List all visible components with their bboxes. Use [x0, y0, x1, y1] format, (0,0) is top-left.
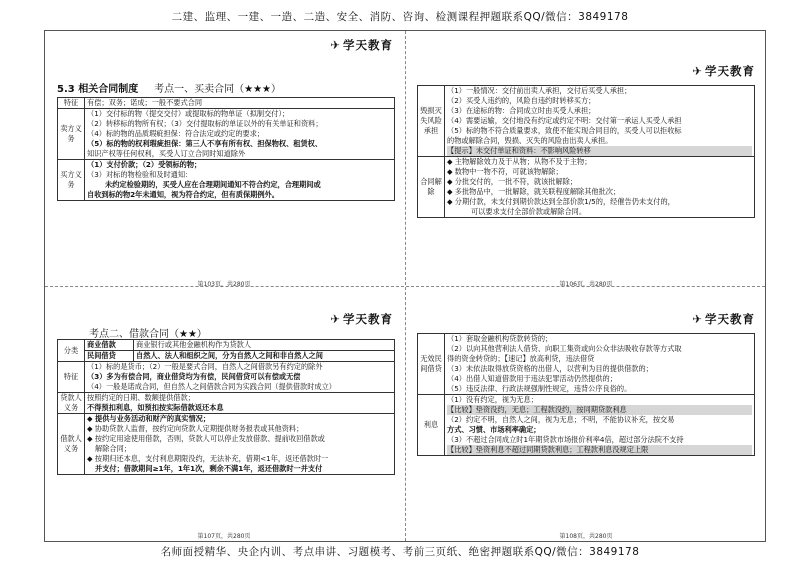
page-number: 第106页，共280页 — [559, 281, 613, 288]
cell-line: 按照约定的日期、数额提供借款； — [87, 393, 195, 402]
cell-line: 得的资金转贷的；【速记】放高利贷，违法借贷 — [447, 354, 595, 363]
cell-line: （2）约定不明，自然人之间，视为无息；不明，不能协议补充，按交易 — [447, 415, 675, 424]
panel-lending-interest — [411, 289, 761, 539]
cell-line: ◆ 多批物品中，一批解除，就关联程度解除其他批次； — [447, 187, 621, 196]
row-label: 合同解除 — [418, 157, 445, 218]
cell-line: （1）标的是货币；（2）一般是要式合同，自然人之间借款另有约定的除外 — [87, 362, 323, 371]
logo-mark-icon: ✈ — [692, 312, 703, 326]
logo-text: 学天教育 — [343, 38, 393, 52]
table-row — [58, 393, 395, 414]
row-label: 特征 — [58, 98, 85, 109]
cell-line: （3）对标的物检验和及时通知： — [87, 170, 193, 179]
page-number: 第103页，共280页 — [197, 281, 251, 288]
brand-logo — [692, 311, 755, 327]
cell-line: ◆ 提供与业务活动和财产的真实情况； — [87, 414, 211, 423]
cell-line: 有偿；双务；诺成；一般不要式合同 — [87, 98, 203, 107]
cell-line: 自收到标的物2年未通知，视为符合约定，但有质保期例外。 — [87, 190, 279, 199]
cell-line: （1）没有约定，视为无息； — [447, 395, 538, 404]
table-row — [58, 414, 395, 475]
row-label: 无效民间借贷 — [418, 334, 445, 395]
logo-text: 学天教育 — [705, 64, 755, 78]
risk-termination-table — [417, 85, 755, 218]
cell-line: （3）未依法取得放贷资格的出借人，以营利为目的提供借款的； — [447, 364, 653, 373]
row-label: 分类 — [58, 340, 85, 362]
table-row — [58, 351, 395, 362]
cell-line: 并支付；借款期间≥1年，1年1次，剩余不满1年，返还借款时一并支付 — [95, 464, 323, 473]
panel-sales-contract — [49, 33, 399, 288]
row-label: 毁损灭失风险承担 — [418, 86, 445, 157]
cell-line: 不得预扣利息，如预扣按实际借款返还本息 — [87, 403, 224, 412]
row-label: 买方义务 — [58, 160, 85, 201]
cell-line: 知识产权等任何权利，买受人订立合同时知道除外 — [87, 149, 246, 158]
logo-text: 学天教育 — [705, 312, 755, 326]
cell-line: （4）标的物的品质瑕疵担保：符合法定或约定的要求； — [87, 129, 265, 138]
table-row — [58, 362, 395, 393]
page-number: 第108页，共280页 — [559, 533, 613, 540]
page-number: 第107页，共280页 — [197, 533, 251, 540]
class-name: 民间借贷 — [85, 351, 134, 362]
logo-mark-icon: ✈ — [692, 64, 703, 78]
brand-logo — [330, 37, 393, 53]
table-row — [58, 160, 395, 201]
table-row — [418, 86, 755, 157]
table-row — [418, 395, 755, 456]
section-title: 5.3 相关合同制度 考点一、买卖合同（★★★） — [57, 84, 282, 95]
cell-line: ◆ 分批交付的，一批不符，就该批解除； — [447, 177, 578, 186]
row-label: 利息 — [418, 395, 445, 456]
cell-line: （1）交付标的物（提交交付）或提取标的物单证（拟制交付）； — [87, 109, 290, 118]
topic-title: 考点二、借款合同（★★） — [89, 329, 207, 340]
sales-contract-table — [57, 97, 395, 201]
cell-line: 【比较】垫资没约，无息；工程款没约，按同期贷款利息 — [447, 405, 752, 415]
class-name: 商业借款 — [85, 340, 134, 351]
row-label: 借款人义务 — [58, 414, 85, 475]
cell-line: （4）需要运输，交付地没有约定或约定不明：交付第一承运人买受人承担 — [447, 116, 682, 125]
class-desc: 自然人、法人和组织之间，分为自然人之间和非自然人之间 — [134, 351, 395, 362]
page-footer: 名师面授精华、央企内训、考点串讲、习题模考、考前三页纸、绝密押题联系QQ/微信：3849178 — [160, 546, 640, 558]
lending-interest-table — [417, 333, 755, 456]
brand-logo — [692, 63, 755, 79]
cell-line: ◆ 分期付款，未支付到期价款达到全部价款1/5的，经催告仍未支付的， — [447, 197, 675, 206]
cell-line: （5）违反法律、行政法规强制性规定，违背公序良俗的。 — [447, 384, 632, 393]
cell-line: 【提示】未交付单证和资料：不影响风险转移 — [447, 146, 752, 156]
cell-line: （2）以向其他营利法人借贷、向职工集资或向公众非法吸收存款等方式取 — [447, 344, 682, 353]
cell-line: （3）在途标的物：合同成立时由买受人承担； — [447, 106, 596, 115]
cell-line: （2）转移标的物所有权；（3）交付提取标的单证以外的有关单证和资料； — [87, 119, 323, 128]
cell-line: （2）买受人违约的，风险自违约时转移买方； — [447, 96, 596, 105]
table-row — [418, 157, 755, 218]
cell-line: ◆ 数物中一物不符，可就该物解除； — [447, 167, 563, 176]
cell-line: 未约定检验期的，买受人应在合理期间通知不符合约定，合理期间或 — [105, 180, 321, 189]
brand-logo — [330, 311, 393, 327]
cell-line: （1）套取金融机构贷款转贷的； — [447, 334, 553, 343]
cell-line: （3）多为有偿合同，商业借贷均为有偿，民间借贷可以有偿或无偿 — [87, 372, 301, 381]
cell-line: （1）一般情况：交付前出卖人承担，交付后买受人承担； — [447, 86, 632, 95]
cell-line: （1）支付价款；（2）受领标的物； — [87, 160, 202, 169]
handout-sheet — [44, 30, 766, 542]
cell-line: ◆ 按期归还本息，支付利息期限没约，无法补充，借期<1年，返还借款时一 — [87, 454, 329, 463]
panel-risk-and-termination — [411, 33, 761, 288]
logo-mark-icon: ✈ — [330, 312, 341, 326]
cell-line: 解除合同； — [95, 444, 131, 453]
cell-line: 的物或解除合同，毁损、灭失的风险由出卖人承担。 — [447, 136, 613, 145]
cell-line: （3）不超过合同成立时1年期贷款市场报价利率4倍，超过部分法院不支持 — [447, 435, 684, 444]
cell-line: （5）标的物的权利瑕疵担保：第三人不享有所有权、担保物权、租赁权、 — [87, 139, 323, 148]
loan-contract-table — [57, 339, 395, 475]
table-row — [58, 98, 395, 109]
row-label: 卖方义务 — [58, 109, 85, 160]
table-row — [418, 334, 755, 395]
table-row — [58, 340, 395, 351]
cell-line: 【比较】垫资利息不超过同期贷款利息；工程款利息没规定上限 — [447, 445, 752, 455]
cell-line: ◆ 主物解除效力及于从物；从物不及于主物； — [447, 157, 592, 166]
topic-title: 考点一、买卖合同（★★★） — [154, 84, 282, 95]
table-row — [58, 109, 395, 160]
row-label: 特征 — [58, 362, 85, 393]
cell-line: （4）出借人知道借款用于违法犯罪活动仍然提供的； — [447, 374, 617, 383]
class-desc: 商业银行或其他金融机构作为贷款人 — [134, 340, 395, 351]
cell-line: ◆ 协助贷款人监督，按约定向贷款人定期提供财务报表或其他资料； — [87, 424, 304, 433]
page-header: 二建、监理、一建、一造、二造、安全、消防、咨询、检测课程押题联系QQ/微信：3849178 — [171, 11, 629, 23]
logo-text: 学天教育 — [343, 312, 393, 326]
logo-mark-icon: ✈ — [330, 38, 341, 52]
cell-line: （4）一般是诺成合同，但自然人之间借款合同为实践合同（提供借款时成立） — [87, 382, 336, 391]
row-label: 贷款人义务 — [58, 393, 85, 414]
cell-line: （5）标的物不符合质量要求，致使不能实现合同目的，买受人可以拒收标 — [447, 126, 682, 135]
cell-line: 可以要求支付全部价款或解除合同。 — [471, 207, 587, 216]
cell-line: ◆ 按约定用途使用借款，否则，贷款人可以停止发放借款、提前收回借款或 — [87, 434, 325, 443]
cell-line: 方式、习惯、市场利率确定； — [447, 425, 541, 434]
panel-loan-contract — [49, 289, 399, 539]
